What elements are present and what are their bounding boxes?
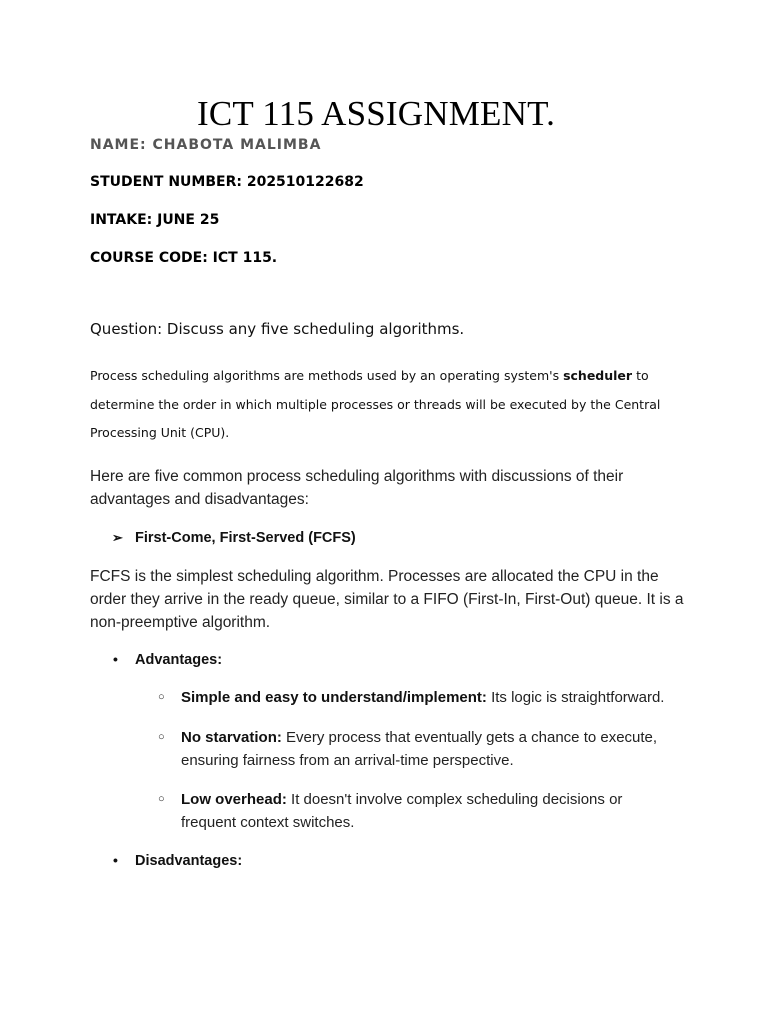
- disadvantages-heading: [113, 852, 242, 869]
- intake: INTAKE: JUNE 25: [90, 212, 220, 228]
- advantage-item: [158, 788, 678, 834]
- student-name: NAME: CHABOTA MALIMBA: [90, 137, 322, 153]
- advantage-term: No starvation:: [181, 729, 282, 746]
- intro-text-start: Process scheduling algorithms are methods used by an operating system's: [90, 368, 564, 383]
- circle-bullet-icon: ○: [158, 691, 165, 703]
- arrow-bullet-icon: ➢: [112, 530, 123, 545]
- section-description: FCFS is the simplest scheduling algorithm. Processes are allocated the CPU in the order they arrive in the ready queue, similar to a FIFO (First-In, First-Out) queue. It is a non-preemptive algorithm.: [90, 568, 684, 631]
- advantage-term: Low overhead:: [181, 791, 287, 808]
- question-text: Question: Discuss any five scheduling algorithms.: [90, 320, 465, 338]
- section-heading: [112, 530, 356, 546]
- advantages-heading: [113, 651, 222, 668]
- advantage-item: [158, 726, 678, 772]
- course-code: COURSE CODE: ICT 115.: [90, 250, 278, 266]
- advantage-term: Simple and easy to understand/implement:: [181, 689, 487, 706]
- intro-paragraph: [90, 362, 690, 448]
- circle-bullet-icon: ○: [158, 793, 165, 805]
- overview-paragraph: Here are five common process scheduling algorithms with discussions of their advantages and disadvantages:: [90, 468, 624, 508]
- advantages-label: Advantages:: [135, 652, 223, 668]
- circle-bullet-icon: ○: [158, 731, 165, 743]
- disadvantages-label: Disadvantages:: [135, 853, 243, 869]
- intro-bold-term: scheduler: [563, 368, 633, 383]
- document-title: ICT 115 ASSIGNMENT.: [197, 94, 556, 133]
- bullet-icon: •: [113, 651, 118, 667]
- student-number: STUDENT NUMBER: 202510122682: [90, 174, 364, 190]
- advantage-text: Its logic is straightforward.: [486, 689, 665, 706]
- intro-text-end: to determine the order in which multiple processes or threads will be executed by the Central Processing Unit (CPU).: [90, 368, 661, 440]
- advantage-item: [158, 686, 678, 709]
- advantage-text: It doesn't involve complex scheduling decisions or frequent context switches.: [181, 791, 623, 831]
- advantage-text: Every process that eventually gets a chance to execute, ensuring fairness from an arrival-time perspective.: [181, 729, 658, 769]
- bullet-icon: •: [113, 852, 118, 868]
- section-heading-text: First-Come, First-Served (FCFS): [135, 530, 356, 546]
